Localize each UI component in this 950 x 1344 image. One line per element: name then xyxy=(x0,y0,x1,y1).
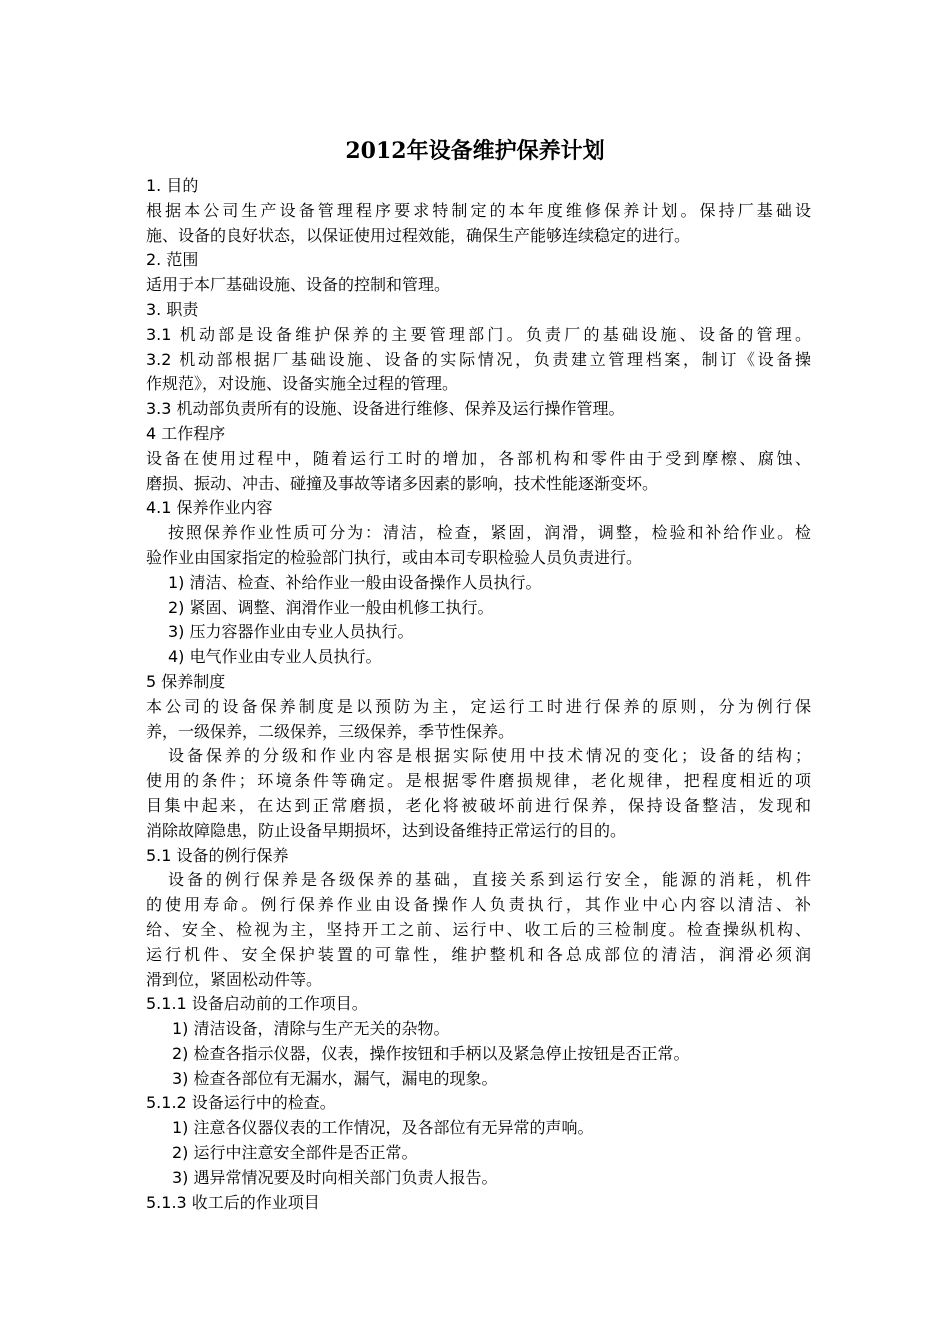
list-item: 3) 压力容器作业由专业人员执行。 xyxy=(168,622,414,642)
paragraph-line: 目集中起来，在达到正常磨损，老化将被破坏前进行保养，保持设备整洁，发现和 xyxy=(146,795,811,815)
paragraph-line: 滑到位，紧固松动件等。 xyxy=(146,969,323,989)
paragraph-line: 作规范》，对设施、设备实施全过程的管理。 xyxy=(146,374,459,394)
section-heading-routine-maintenance: 5.1 设备的例行保养 xyxy=(146,845,289,865)
paragraph-line: 养，一级保养，二级保养，三级保养，季节性保养。 xyxy=(146,721,515,741)
paragraph-line: 的使用寿命。例行保养作业由设备操作人负责执行，其作业中心内容以清洁、补 xyxy=(146,895,811,915)
paragraph-line: 本公司的设备保养制度是以预防为主，定运行工时进行保养的原则，分为例行保 xyxy=(146,696,811,716)
section-heading-maintenance-system: 5 保养制度 xyxy=(146,671,226,691)
paragraph-line: 磨损、振动、冲击、碰撞及事故等诸多因素的影响，技术性能逐渐变坏。 xyxy=(146,473,659,493)
list-item: 3) 检查各部位有无漏水，漏气，漏电的现象。 xyxy=(172,1068,498,1088)
paragraph-line: 按照保养作业性质可分为：清洁，检查，紧固，润滑，调整，检验和补给作业。检 xyxy=(168,523,811,543)
paragraph-line: 验作业由国家指定的检验部门执行，或由本司专职检验人员负责进行。 xyxy=(146,547,643,567)
list-item: 1) 注意各仪器仪表的工作情况，及各部位有无异常的声响。 xyxy=(172,1118,594,1138)
section-heading-maintenance-content: 4.1 保养作业内容 xyxy=(146,498,273,518)
paragraph-line: 施、设备的良好状态，以保证使用过程效能，确保生产能够连续稳定的进行。 xyxy=(146,225,691,245)
document-title: 2012年设备维护保养计划 xyxy=(345,138,605,164)
section-heading-responsibility: 3. 职责 xyxy=(146,299,199,319)
paragraph-line: 给、安全、检视为主，坚持开工之前、运行中、收工后的三检制度。检查操纵机构、 xyxy=(146,919,811,939)
paragraph-line: 根据本公司生产设备管理程序要求特制定的本年度维修保养计划。保持厂基础设 xyxy=(146,200,811,220)
section-heading-in-operation: 5.1.2 设备运行中的检查。 xyxy=(146,1093,336,1113)
section-heading-purpose: 1. 目的 xyxy=(146,176,199,195)
paragraph-line: 设备在使用过程中，随着运行工时的增加，各部机构和零件由于受到摩檫、腐蚀、 xyxy=(146,448,811,468)
document-body xyxy=(146,174,811,1215)
paragraph-line: 3.3 机动部负责所有的设施、设备进行维修、保养及运行操作管理。 xyxy=(146,399,625,419)
paragraph-line: 设备保养的分级和作业内容是根据实际使用中技术情况的变化；设备的结构； xyxy=(168,746,811,766)
list-item: 1) 清洁设备，清除与生产无关的杂物。 xyxy=(172,1019,450,1039)
paragraph-line: 设备的例行保养是各级保养的基础，直接关系到运行安全，能源的消耗，机件 xyxy=(168,870,811,890)
list-item: 3) 遇异常情况要及时向相关部门负责人报告。 xyxy=(172,1167,498,1187)
paragraph-line: 运行机件、安全保护装置的可靠性，维护整机和各总成部位的清洁，润滑必须润 xyxy=(146,944,811,964)
paragraph-line: 消除故障隐患，防止设备早期损坏，达到设备维持正常运行的目的。 xyxy=(146,820,627,840)
paragraph-line: 使用的条件；环境条件等确定。是根据零件磨损规律，老化规律，把程度相近的项 xyxy=(146,771,811,791)
list-item: 2) 紧固、调整、润滑作业一般由机修工执行。 xyxy=(168,597,494,617)
list-item: 4) 电气作业由专业人员执行。 xyxy=(168,647,382,667)
paragraph-line: 3.1 机动部是设备维护保养的主要管理部门。负责厂的基础设施、设备的管理。 xyxy=(146,324,811,344)
section-heading-pre-start: 5.1.1 设备启动前的工作项目。 xyxy=(146,994,368,1014)
list-item: 2) 检查各指示仪器，仪表，操作按钮和手柄以及紧急停止按钮是否正常。 xyxy=(172,1043,690,1063)
paragraph-line: 适用于本厂基础设施、设备的控制和管理。 xyxy=(146,275,451,295)
section-heading-procedure: 4 工作程序 xyxy=(146,423,226,443)
section-heading-post-shift: 5.1.3 收工后的作业项目 xyxy=(146,1192,320,1212)
list-item: 1) 清洁、检查、补给作业一般由设备操作人员执行。 xyxy=(168,572,542,592)
list-item: 2) 运行中注意安全部件是否正常。 xyxy=(172,1143,418,1163)
section-heading-scope: 2. 范围 xyxy=(146,250,199,270)
paragraph-line: 3.2 机动部根据厂基础设施、设备的实际情况，负责建立管理档案，制订《设备操 xyxy=(146,349,811,369)
